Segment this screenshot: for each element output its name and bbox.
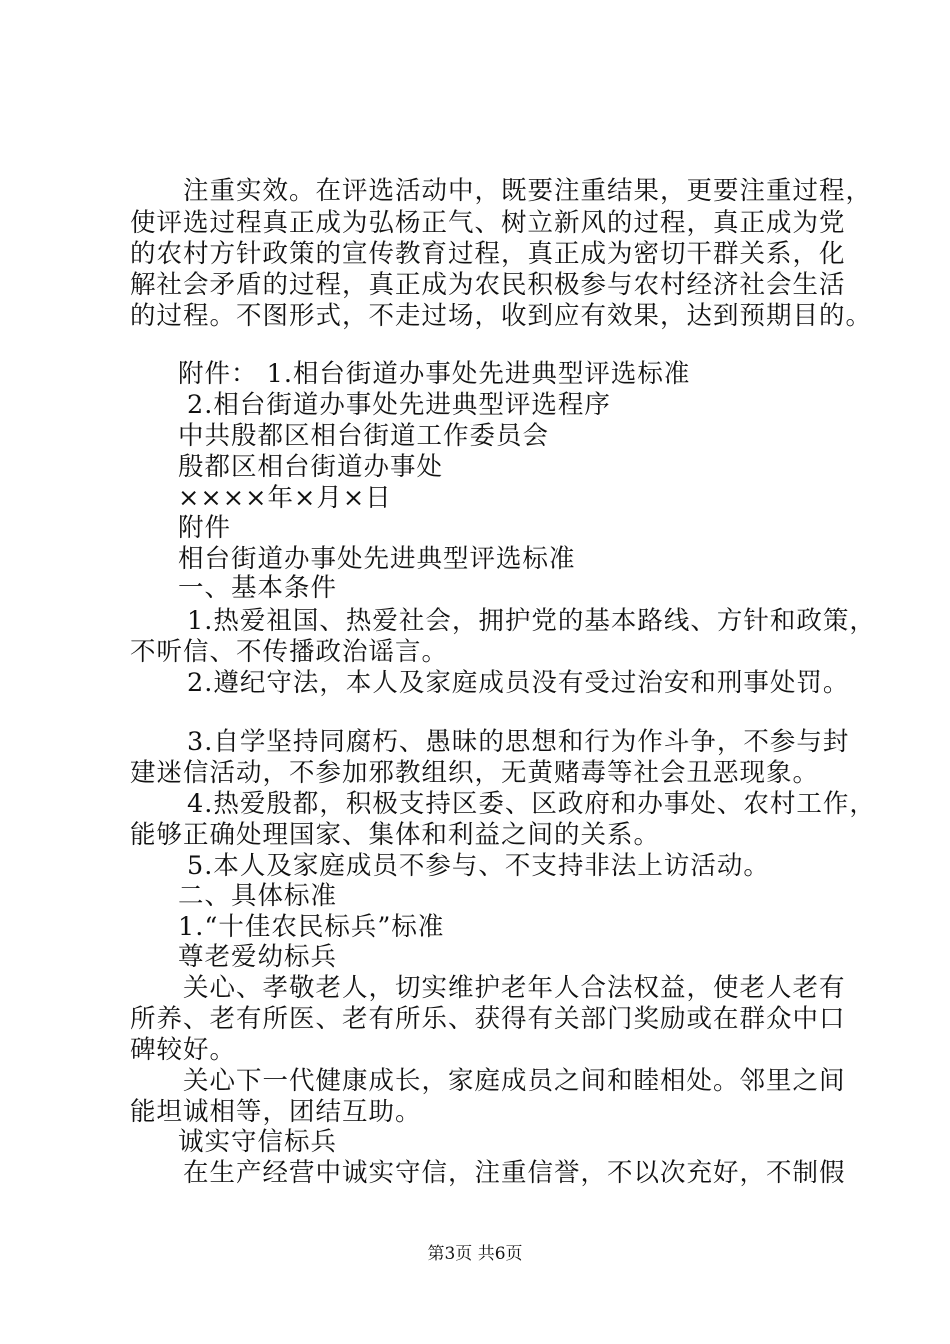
paragraph-line: 解社会矛盾的过程，真正成为农民积极参与农村经济社会生活 xyxy=(130,270,846,300)
sub-heading: 1.“十佳农民标兵”标准 xyxy=(178,912,445,942)
paragraph-line: 的过程。不图形式，不走过场，收到应有效果，达到预期目的。 xyxy=(130,301,873,331)
paragraph-line: 关心、孝敬老人，切实维护老年人合法权益，使老人老有 xyxy=(183,973,846,1003)
paragraph-line: 所养、老有所医、老有所乐、获得有关部门奖励或在群众中口 xyxy=(130,1004,846,1034)
paragraph-line: 碑较好。 xyxy=(130,1035,237,1065)
category-title: 尊老爱幼标兵 xyxy=(178,942,338,972)
attachment-item-1: 附件： 1.相台街道办事处先进典型评选标准 xyxy=(178,359,691,389)
paragraph-line: 的农村方针政策的宣传教育过程，真正成为密切干群关系，化 xyxy=(130,239,846,269)
list-item-line: 3.自学坚持同腐朽、愚昧的思想和行为作斗争，不参与封 xyxy=(187,727,850,757)
list-item: 5.本人及家庭成员不参与、不支持非法上访活动。 xyxy=(187,851,770,881)
list-item-line: 1.热爱祖国、热爱社会，拥护党的基本路线、方针和政策， xyxy=(187,606,876,636)
list-item: 2.遵纪守法，本人及家庭成员没有受过治安和刑事处罚。 xyxy=(187,668,850,698)
section-heading: 一、基本条件 xyxy=(178,573,338,603)
annex-label: 附件 xyxy=(178,513,232,543)
list-item-line: 能够正确处理国家、集体和利益之间的关系。 xyxy=(130,820,661,850)
attachment-item-2: 2.相台街道办事处先进典型评选程序 xyxy=(187,390,611,420)
annex-title: 相台街道办事处先进典型评选标准 xyxy=(178,544,576,574)
page-number: 第3页 共6页 xyxy=(427,1244,523,1264)
paragraph-line: 注重实效。在评选活动中，既要注重结果，更要注重过程， xyxy=(183,176,873,206)
paragraph-line: 关心下一代健康成长，家庭成员之间和睦相处。邻里之间 xyxy=(183,1066,846,1096)
paragraph-line: 在生产经营中诚实守信，注重信誉，不以次充好，不制假 xyxy=(183,1158,846,1188)
paragraph-line: 能坦诚相等，团结互助。 xyxy=(130,1097,422,1127)
paragraph-line: 使评选过程真正成为弘杨正气、树立新风的过程，真正成为党 xyxy=(130,208,846,238)
category-title: 诚实守信标兵 xyxy=(178,1127,338,1157)
list-item-line: 4.热爱殷都，积极支持区委、区政府和办事处、农村工作， xyxy=(187,789,876,819)
list-item-line: 不听信、不传播政治谣言。 xyxy=(130,637,449,667)
signature-date: ××××年×月×日 xyxy=(178,483,392,513)
signature-org-2: 殷都区相台街道办事处 xyxy=(178,452,444,482)
section-heading: 二、具体标准 xyxy=(178,881,338,911)
signature-org-1: 中共殷都区相台街道工作委员会 xyxy=(178,421,550,451)
list-item-line: 建迷信活动，不参加邪教组织，无黄赌毒等社会丑恶现象。 xyxy=(130,758,820,788)
